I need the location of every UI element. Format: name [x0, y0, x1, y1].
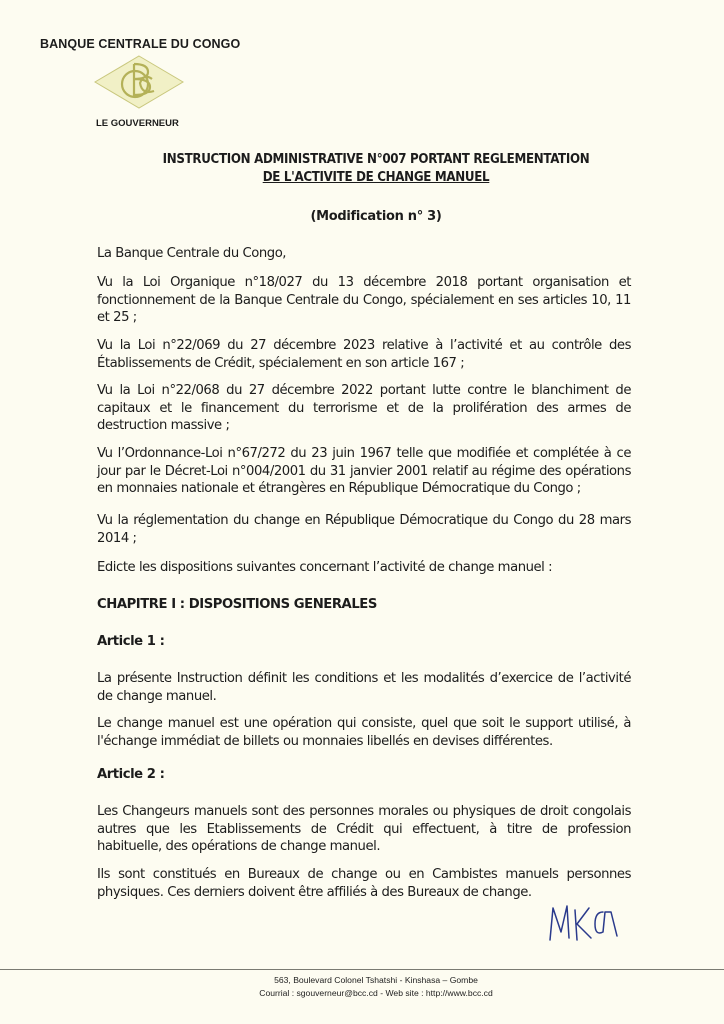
- document-title-line1: INSTRUCTION ADMINISTRATIVE N°007 PORTANT REGLEMENTATION: [162, 152, 590, 167]
- signatory-title: LE GOUVERNEUR: [96, 118, 179, 129]
- article-2-paragraph-1: Les Changeurs manuels sont des personnes morales ou physiques de droit congolais autres que les Etablissements de Crédit qui effectuent, à titre de profession habituelle, des opérations de change manuel.: [97, 804, 631, 854]
- footer-address: 563, Boulevard Colonel Tshatshi - Kinshasa – Gombe: [274, 975, 478, 985]
- document-title-line2: DE L'ACTIVITE DE CHANGE MANUEL: [262, 170, 490, 185]
- signature-icon: [545, 898, 630, 948]
- bcc-logo-icon: [94, 55, 184, 109]
- paragraph-ordonnance-loi: Vu l’Ordonnance-Loi n°67/272 du 23 juin 1967 telle que modifiée et complétée à ce jour par le Décret-Loi n°004/2001 du 31 janvier 2001 relatif au régime des opérations en monnaies nationale et étrangères en République Démocratique du Congo ;: [97, 446, 631, 496]
- article-2-heading: Article 2 :: [97, 767, 165, 782]
- chapter-heading: CHAPITRE I : DISPOSITIONS GENERALES: [97, 597, 377, 612]
- paragraph-loi-22-069: Vu la Loi n°22/069 du 27 décembre 2023 relative à l’activité et au contrôle des Établissements de Crédit, spécialement en son article 167 ;: [97, 338, 631, 371]
- paragraph-loi-22-068: Vu la Loi n°22/068 du 27 décembre 2022 portant lutte contre le blanchiment de capitaux et le financement du terrorisme et de la prolifération des armes de destruction massive ;: [97, 383, 631, 433]
- document-subtitle: (Modification n° 3): [310, 209, 442, 224]
- paragraph-loi-organique: Vu la Loi Organique n°18/027 du 13 décembre 2018 portant organisation et fonctionnement de la Banque Centrale du Congo, spécialement en ses articles 10, 11 et 25 ;: [97, 275, 631, 325]
- footer-divider: [0, 969, 724, 970]
- bank-name: BANQUE CENTRALE DU CONGO: [40, 37, 241, 51]
- article-1-paragraph-2: Le change manuel est une opération qui consiste, quel que soit le support utilisé, à l'échange immédiat de billets ou monnaies libellés en devises différentes.: [97, 716, 631, 749]
- article-1-heading: Article 1 :: [97, 634, 165, 649]
- paragraph-edicte: Edicte les dispositions suivantes concernant l’activité de change manuel :: [97, 560, 553, 575]
- footer-contact: Courrial : sgouverneur@bcc.cd - Web site : http://www.bcc.cd: [259, 988, 493, 998]
- paragraph-reglementation: Vu la réglementation du change en République Démocratique du Congo du 28 mars 2014 ;: [97, 513, 631, 546]
- article-2-paragraph-2: Ils sont constitués en Bureaux de change ou en Cambistes manuels personnes physiques. Ces derniers doivent être affiliés à des Bureaux de change.: [97, 867, 631, 900]
- article-1-paragraph-1: La présente Instruction définit les conditions et les modalités d’exercice de l’activité de change manuel.: [97, 671, 631, 704]
- paragraph-preamble: La Banque Centrale du Congo,: [97, 246, 287, 261]
